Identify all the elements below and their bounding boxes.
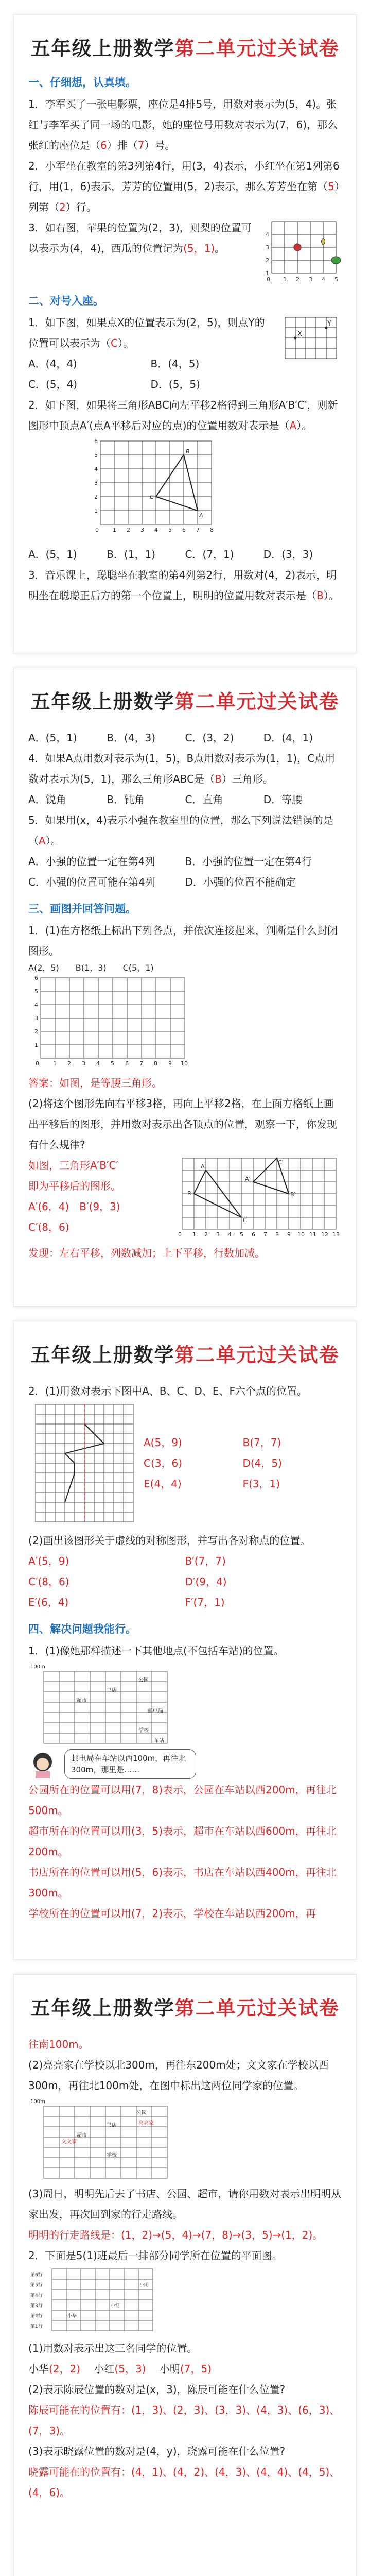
svg-text:2: 2 — [34, 1028, 38, 1035]
svg-text:1: 1 — [266, 270, 269, 277]
question-17-answer: 小华(2，2) 小红(5，3) 小明(7，5) — [28, 2363, 212, 2375]
svg-text:车站: 车站 — [154, 1738, 164, 1744]
translated-triangle-figure — [172, 1155, 342, 1243]
svg-text:12: 12 — [321, 1231, 328, 1238]
section-fill-blank: 一、仔细想，认真填。 — [28, 76, 136, 89]
point-y-label: Y — [327, 320, 331, 328]
svg-text:4: 4 — [266, 231, 269, 238]
page-title: 五年级上册数学第二单元过关试卷 — [30, 1343, 340, 1366]
exam-page-2 — [13, 668, 357, 1307]
svg-text:第4行: 第4行 — [30, 2293, 43, 2298]
svg-text:2: 2 — [204, 1231, 208, 1238]
seating-grid-figure — [28, 2266, 162, 2338]
question-4-options-row2: C．(5，4) D．(5，5) — [28, 378, 200, 391]
symmetry-grid-figure — [28, 1401, 136, 1530]
page-title: 五年级上册数学第二单元过关试卷 — [30, 690, 340, 713]
svg-text:4: 4 — [94, 466, 98, 472]
fruit-grid-figure — [259, 217, 342, 284]
apple-icon — [294, 244, 301, 251]
svg-text:超市: 超市 — [77, 1698, 87, 1704]
svg-text:5: 5 — [34, 988, 38, 995]
svg-text:5: 5 — [334, 276, 338, 283]
svg-text:5: 5 — [94, 452, 98, 459]
blank-grid-figure — [28, 975, 193, 1073]
pear-icon — [322, 238, 325, 245]
svg-text:100m: 100m — [30, 1664, 45, 1670]
svg-text:10: 10 — [297, 1231, 305, 1238]
question-13: 1．(1)像她那样描述一下其他地点(不包括车站)的位置。 — [28, 1645, 284, 1657]
question-7: 4．如果A点用数对表示为(1，5)，B点用数对表示为(1，1)，C点用数对表示为(5，1)，那么三角形ABC是（B）三角形。 — [28, 752, 336, 785]
svg-text:3: 3 — [266, 244, 269, 251]
question-4-options-row1: A．(4，4) B．(4，5) — [28, 358, 200, 370]
svg-text:13: 13 — [332, 1231, 340, 1238]
svg-text:2: 2 — [127, 527, 130, 533]
svg-text:4: 4 — [228, 1231, 232, 1238]
svg-text:6: 6 — [182, 527, 186, 533]
svg-text:9: 9 — [287, 1231, 291, 1238]
svg-text:B: B — [187, 1190, 191, 1197]
svg-text:第6行: 第6行 — [30, 2273, 43, 2278]
question-4-block — [28, 312, 342, 395]
svg-text:8: 8 — [154, 1060, 157, 1067]
svg-text:超市: 超市 — [77, 2133, 87, 2139]
question-18: (2)表示陈辰位置的数对是(x，3)，陈辰可能在什么位置? — [28, 2383, 286, 2396]
exam-page-1 — [13, 14, 357, 653]
svg-text:2: 2 — [94, 494, 98, 500]
exam-page-3: 五年级上册数学第二单元过关试卷 2．(1)用数对表示下图中A、B、C、D、E、F六个点的位置。 A(5，9) B(7，7) C(3，6) D(4，5) E(4，4) F(3，1) (2)画出该图形关于虚线的对称图形，并写出各对称点的位置。 A′(5，9) B′(7，7) C′(8，6) D′(9，4) E′(6，4) F′(7，1) 四、解决问题我能行。 1．(1)像她那样描述一下其他地点(不包括车站)的位置。 100m 公园 书店 超市 邮电局 学校 车站 邮电局在车站以西100m，再往北300m，那里是…… 公园所在的位置可以用(7，8)表示，公园在车站以西200m，再往北500m。 超市所在的位置可以用(3，5)表示，超市在车站以西600m，再往北200m。 书店所在的位置可以用(5，6)表示，书店在车站以西400m，再往北300m。 学校所在的位置可以用(7，2)表示，学校在车站以西200m，再 — [13, 1321, 357, 1960]
question-10-rule: 发现：左右平移，列数减加；上下平移，行数加减。 — [28, 1247, 265, 1259]
svg-text:小华: 小华 — [67, 2314, 77, 2319]
section-choice: 二、对号入座。 — [28, 295, 104, 307]
svg-text:第2行: 第2行 — [30, 2314, 43, 2319]
svg-text:1: 1 — [53, 1060, 57, 1067]
svg-text:11: 11 — [309, 1231, 316, 1238]
svg-text:A′: A′ — [245, 1176, 251, 1182]
svg-text:3: 3 — [140, 527, 144, 533]
svg-text:A: A — [201, 1163, 205, 1170]
svg-text:5: 5 — [240, 1231, 243, 1238]
svg-text:0: 0 — [36, 1060, 39, 1067]
question-6-options: A．(5，1) B．(4，3) C．(3，2) D．(4，1) — [28, 732, 313, 744]
svg-text:6: 6 — [125, 1060, 129, 1067]
svg-text:2: 2 — [266, 257, 269, 264]
question-6: 3．音乐课上，聪聪坐在教室的第4列第2行，用数对(4，2)表示，明明坐在聪聪正后方的第一个位置上，明明的位置用数对表示是（B）。 — [28, 569, 339, 602]
svg-text:B′: B′ — [290, 1191, 296, 1198]
question-12-answers-row1: A′(5，9) B′(7，7) — [28, 1555, 226, 1567]
page-title: 五年级上册数学第二单元过关试卷 — [30, 1996, 340, 2020]
svg-text:第5行: 第5行 — [30, 2283, 43, 2288]
question-8: 5．如果用(x，4)表示小强在教室里的位置，那么下列说法错误的是（A）。 — [28, 814, 333, 847]
svg-text:学校: 学校 — [107, 2153, 117, 2158]
svg-text:小明: 小明 — [139, 2283, 149, 2288]
homes-map-figure — [28, 2096, 183, 2183]
svg-text:0: 0 — [95, 527, 99, 533]
svg-text:2: 2 — [67, 1060, 71, 1067]
section-drawing: 三、画图并回答问题。 — [28, 903, 136, 915]
svg-text:公园: 公园 — [136, 2110, 147, 2116]
town-map-figure — [28, 1661, 183, 1749]
svg-text:8: 8 — [275, 1231, 279, 1238]
svg-text:7: 7 — [263, 1231, 267, 1238]
svg-text:3: 3 — [216, 1231, 220, 1238]
question-9-answer: 答案：如图，是等腰三角形。 — [28, 1077, 162, 1089]
question-16: 2．下面是5(1)班最后一排部分同学所在位置的平面图。 — [28, 2249, 283, 2262]
svg-text:C: C — [243, 1217, 247, 1224]
svg-text:1: 1 — [94, 507, 98, 514]
svg-text:4: 4 — [322, 276, 325, 283]
xy-grid-figure — [280, 312, 342, 369]
svg-text:B: B — [186, 448, 190, 455]
svg-text:10: 10 — [181, 1060, 188, 1067]
question-8-options: A．小强的位置一定在第4列 B．小强的位置一定在第4行 C．小强的位置可能在第4列 D．小强的位置不能确定 — [28, 855, 312, 888]
question-3-block — [28, 217, 342, 284]
question-12-answers-row3: E′(6，4) F′(7，1) — [28, 1596, 225, 1608]
svg-text:7: 7 — [139, 1060, 143, 1067]
question-19-answer: 晓露可能在的位置有：(4，1)、(4，2)、(4，3)、(4，4)、(4，5)、(4，6)。 — [28, 2466, 340, 2499]
svg-text:3: 3 — [82, 1060, 85, 1067]
svg-text:亮亮家: 亮亮家 — [138, 2121, 154, 2126]
svg-text:5: 5 — [111, 1060, 114, 1067]
svg-text:6: 6 — [252, 1231, 255, 1238]
svg-text:3: 3 — [34, 1015, 38, 1022]
question-15: (3)周日，明明先后去了书店、公园、超市，请你用数对表示出明明从家出发，再次回到家的行走路线。 — [28, 2188, 342, 2221]
svg-text:3: 3 — [309, 276, 312, 283]
question-9: 1．(1)在方格纸上标出下列各点，并依次连接起来，判断是什么封闭图形。 — [28, 924, 338, 957]
question-3: 3．如右图，苹果的位置为(2，3)，则梨的位置可以表示为(4，4)，西瓜的位置记为(5，1)。 — [28, 222, 252, 255]
svg-text:0: 0 — [267, 276, 270, 283]
svg-text:3: 3 — [94, 480, 98, 486]
question-11-block — [28, 1401, 342, 1530]
question-1: 1．李军买了一张电影票，座位是4排5号，用数对表示为(5，4)。张红与李军买了同一场的电影，她的座位号用数对表示为(7，6)，那么张红的座位是（6）排（7）号。 — [28, 98, 338, 151]
question-5-block — [28, 395, 342, 436]
svg-text:A: A — [199, 512, 203, 519]
question-7-options: A．锐角 B．钝角 C．直角 D．等腰 — [28, 793, 303, 806]
svg-text:4: 4 — [34, 1002, 38, 1008]
question-12-answers-row2: C′(8，6) D′(9，4) — [28, 1575, 227, 1588]
question-11: 2．(1)用数对表示下图中A、B、C、D、E、F六个点的位置。 — [28, 1385, 307, 1397]
svg-text:6: 6 — [94, 438, 98, 445]
page-title: 五年级上册数学第二单元过关试卷 — [30, 37, 340, 60]
svg-text:书店: 书店 — [107, 2123, 117, 2128]
question-15-answer: 明明的行走路线是：(1，2)→(5，4)→(7，8)→(3，5)→(1，2)。 — [28, 2229, 323, 2241]
svg-text:书店: 书店 — [107, 1688, 117, 1693]
triangle-translate-figure — [85, 436, 219, 544]
question-19: (3)表示晓露位置的数对是(4，y)，晓露可能在什么位置? — [28, 2445, 286, 2458]
svg-text:1: 1 — [113, 527, 116, 533]
question-14: (2)亮亮家在学校以北300m，再往东200m处；文文家在学校以西300m，再往北100m处，在图中标出这两位同学家的位置。 — [28, 2059, 329, 2092]
svg-text:小红: 小红 — [111, 2303, 120, 2309]
svg-text:5: 5 — [168, 527, 172, 533]
svg-text:100m: 100m — [30, 2099, 45, 2105]
svg-text:0: 0 — [178, 1231, 182, 1238]
question-10-answer-block: 如图，三角形A′B′C′ 即为平移后的图形。 A′(6，4) B′(9，3) C′(8，6) A′ B′ C′ A B C 0 1 2 3 4 5 6 7 8 9 10 11 12 13 — [28, 1155, 342, 1243]
question-9-points: A(2，5) B(1，3) C(5，1) — [28, 963, 154, 973]
svg-text:1: 1 — [192, 1231, 196, 1238]
svg-text:1: 1 — [34, 1042, 38, 1048]
svg-text:C: C — [150, 494, 154, 500]
svg-text:C′: C′ — [278, 1159, 284, 1166]
girl-avatar — [28, 1749, 57, 1780]
svg-text:9: 9 — [168, 1060, 172, 1067]
svg-text:2: 2 — [296, 276, 299, 283]
question-12: (2)画出该图形关于虚线的对称图形，并写出各对称点的位置。 — [28, 1534, 311, 1547]
svg-text:4: 4 — [154, 527, 158, 533]
point-x-label: X — [297, 330, 302, 338]
question-18-answer: 陈辰可能在的位置有：(1，3)、(2，3)、(3，3)、(4，3)、(6，3)、(7，3)。 — [28, 2404, 340, 2437]
svg-text:4: 4 — [96, 1060, 100, 1067]
svg-text:6: 6 — [34, 975, 38, 981]
svg-text:8: 8 — [210, 527, 214, 533]
svg-text:1: 1 — [283, 276, 287, 283]
question-17: (1)用数对表示出这三名同学的位置。 — [28, 2342, 198, 2354]
svg-text:学校: 学校 — [138, 1728, 149, 1734]
question-11-answers: A(5，9) B(7，7) C(3，6) D(4，5) E(4，4) F(3，1) — [144, 1436, 282, 1490]
watermelon-icon — [331, 257, 341, 264]
section-problem-solving: 四、解决问题我能行。 — [28, 1623, 136, 1635]
speech-block — [28, 1749, 342, 1780]
svg-text:文文家: 文文家 — [61, 2139, 77, 2145]
question-10: (2)将这个图形先向右平移3格，再向上平移2格，在上面方格纸上画出平移后的图形，并用数对表示出各顶点的位置，观察一下，你发现有什么规律? — [28, 1097, 337, 1151]
question-2: 2．小军坐在教室的第3列第4行，用(3，4)表示，小红坐在第1列第6行，用(1，6)表示，芳芳的位置用(5，2)表示，那么芳芳坐在第（5）列第（2）行。 — [28, 160, 340, 213]
question-5-options: A．(5，1) B．(1，1) C．(7，1) D．(3，3) — [28, 548, 313, 561]
question-5: 2．如下图，如果将三角形ABC向左平移2格得到三角形A′B′C′，则新图形中顶点A′(点A平移后对应的点)的位置用数对表示是（A）。 — [28, 399, 338, 432]
exam-page-4: 五年级上册数学第二单元过关试卷 往南100m。 (2)亮亮家在学校以北300m，再往东200m处；文文家在学校以西300m，再往北100m处，在图中标出这两位同学家的位置。 100m 文文家 亮亮家 学校 书店 公园 超市 (3)周日，明明先后去了书店、公园、超市，请你用数对表示出明明从家出发，再次回到家的行走路线。 明明的行走路线是：(1，2)→(5，4)→(7，8)→(3，5)→(1，2)。 2．下面是5(1)班最后一排部分同学所在位置的平面图。 第6行 第5行 第4行 第3行 第2行 第1行 小华 小红 小明 (1)用数对表示出这三名同学的位置。 小华(2，2) 小红(5，3) 小明(7，5) (2)表示陈辰位置的数对是(x，3)，陈辰可能在什么位置? 陈辰可能在的位置有：(1，3)、(2，3)、(3，3)、(4，3)、(6，3)、(7，3)。 (3)表示晓露位置的数对是(4，y)，晓露可能在什么位置? 晓露可能在的位置有：(4，1)、(4，2)、(4，3)、(4，4)、(4，5)、(4，6)。 — [13, 1974, 357, 2576]
speech-bubble: 邮电局在车站以西100m，再往北300m，那里是…… — [64, 1749, 196, 1779]
svg-text:7: 7 — [196, 527, 200, 533]
question-4: 1．如下图，如果点X的位置表示为(2，5)，则点Y的位置可以表示为（C）。 — [28, 316, 265, 349]
svg-text:公园: 公园 — [138, 1677, 149, 1683]
svg-text:第1行: 第1行 — [30, 2324, 43, 2329]
svg-text:邮电局: 邮电局 — [148, 1708, 163, 1714]
svg-text:第3行: 第3行 — [30, 2303, 43, 2309]
